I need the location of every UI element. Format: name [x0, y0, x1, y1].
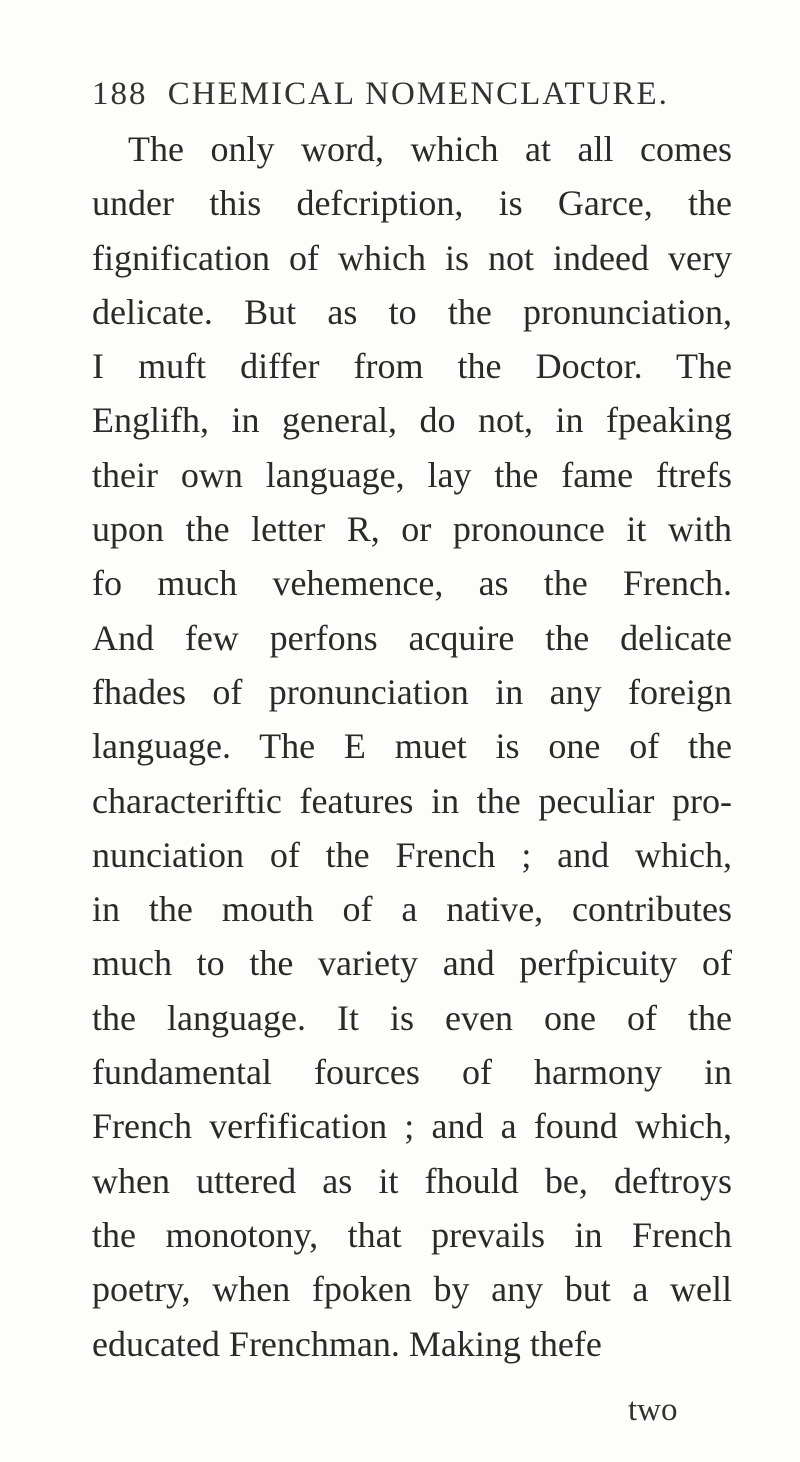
text-line: fo much vehemence, as the French. [92, 563, 732, 604]
text-line: poetry, when fpoken by any but a well [92, 1269, 732, 1310]
page-number: 188 [92, 76, 148, 112]
text-line: upon the letter R, or pronounce it with [92, 509, 732, 550]
text-line: much to the variety and perfpicuity of [92, 943, 732, 984]
text-line: the monotony, that prevails in French [92, 1214, 732, 1255]
text-line: French verfification ; and a found which, [92, 1106, 732, 1147]
text-line: The only word, which at all comes [128, 129, 732, 169]
text-line: under this defcription, is Garce, the [92, 183, 732, 224]
text-line: Englifh, in general, do not, in fpeaking [92, 400, 732, 441]
text-line: in the mouth of a native, contributes [92, 889, 732, 930]
text-line: language. The E muet is one of the [92, 726, 732, 767]
text-line: fundamental fources of harmony in [92, 1052, 732, 1093]
body-text [92, 122, 732, 1371]
text-line: nunciation of the French ; and which, [92, 834, 732, 875]
running-head [92, 76, 669, 113]
text-line: when uttered as it fhould be, deftroys [92, 1160, 732, 1201]
text-line: the language. It is even one of the [92, 997, 732, 1038]
text-line: their own language, lay the fame ftrefs [92, 454, 732, 495]
text-line: educated Frenchman. Making thefe [92, 1323, 602, 1364]
text-line: I muft differ from the Doctor. The [92, 346, 732, 387]
running-title: CHEMICAL NOMENCLATURE. [167, 76, 669, 112]
text-line: delicate. But as to the pronunciation, [92, 291, 732, 332]
text-line: And few perfons acquire the delicate [92, 617, 732, 658]
text-line: fhades of pronunciation in any foreign [92, 671, 732, 712]
text-line: fignification of which is not indeed very [92, 237, 732, 278]
catchword: two [628, 1392, 678, 1428]
text-line: characteriftic features in the peculiar pro- [92, 780, 732, 821]
